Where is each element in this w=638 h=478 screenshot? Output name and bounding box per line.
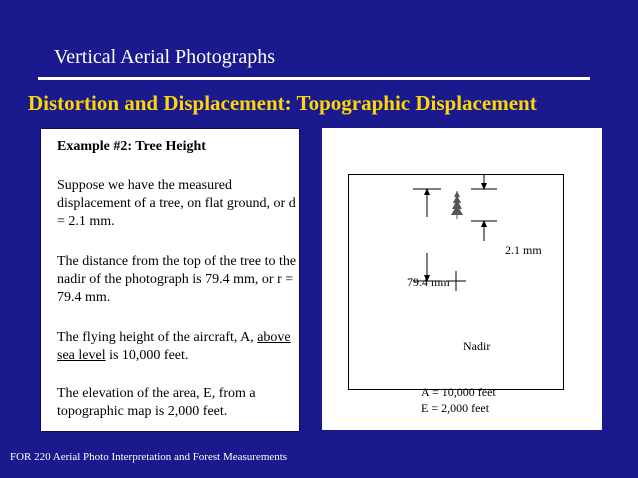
flying-height-text-a: The flying height of the aircraft, A, xyxy=(57,330,258,345)
header-divider xyxy=(38,77,590,80)
displacement-diagram xyxy=(349,175,563,389)
paragraph-elevation: The elevation of the area, E, from a topographic map is 2,000 feet. xyxy=(57,386,256,419)
example-text-box xyxy=(40,128,300,432)
elevation-label: E = 2,000 feet xyxy=(421,401,490,415)
above-sea-level-text: above sea level xyxy=(57,330,291,363)
flying-height-label: A = 10,000 feet xyxy=(421,385,496,399)
footer-course-title: FOR 220 Aerial Photo Interpretation and Forest Measurements xyxy=(10,451,288,463)
paragraph-displacement: Suppose we have the measured displacement of a tree, on flat ground, or d = 2.1 mm. xyxy=(57,178,296,229)
d-dimension-bottom xyxy=(471,221,497,241)
paragraph-radial-distance: The distance from the top of the tree to the nadir of the photograph is 79.4 mm, or r = 79.4 mm. xyxy=(57,254,297,305)
d-label: 2.1 mm xyxy=(505,243,542,257)
r-dimension-top xyxy=(413,189,441,217)
tree-icon xyxy=(451,191,463,219)
photo-frame xyxy=(348,174,564,415)
diagram-panel xyxy=(322,128,602,430)
flying-height-text-b: is 10,000 feet. xyxy=(105,348,189,363)
paragraph-flying-height xyxy=(57,329,297,365)
d-dimension-top xyxy=(471,175,497,189)
slide-title: Distortion and Displacement: Topographic Displacement xyxy=(28,91,537,115)
nadir-label: Nadir xyxy=(463,339,491,353)
header-title: Vertical Aerial Photographs xyxy=(54,46,276,68)
r-label: 79.4 mm xyxy=(407,275,450,289)
example-heading: Example #2: Tree Height xyxy=(57,139,206,154)
